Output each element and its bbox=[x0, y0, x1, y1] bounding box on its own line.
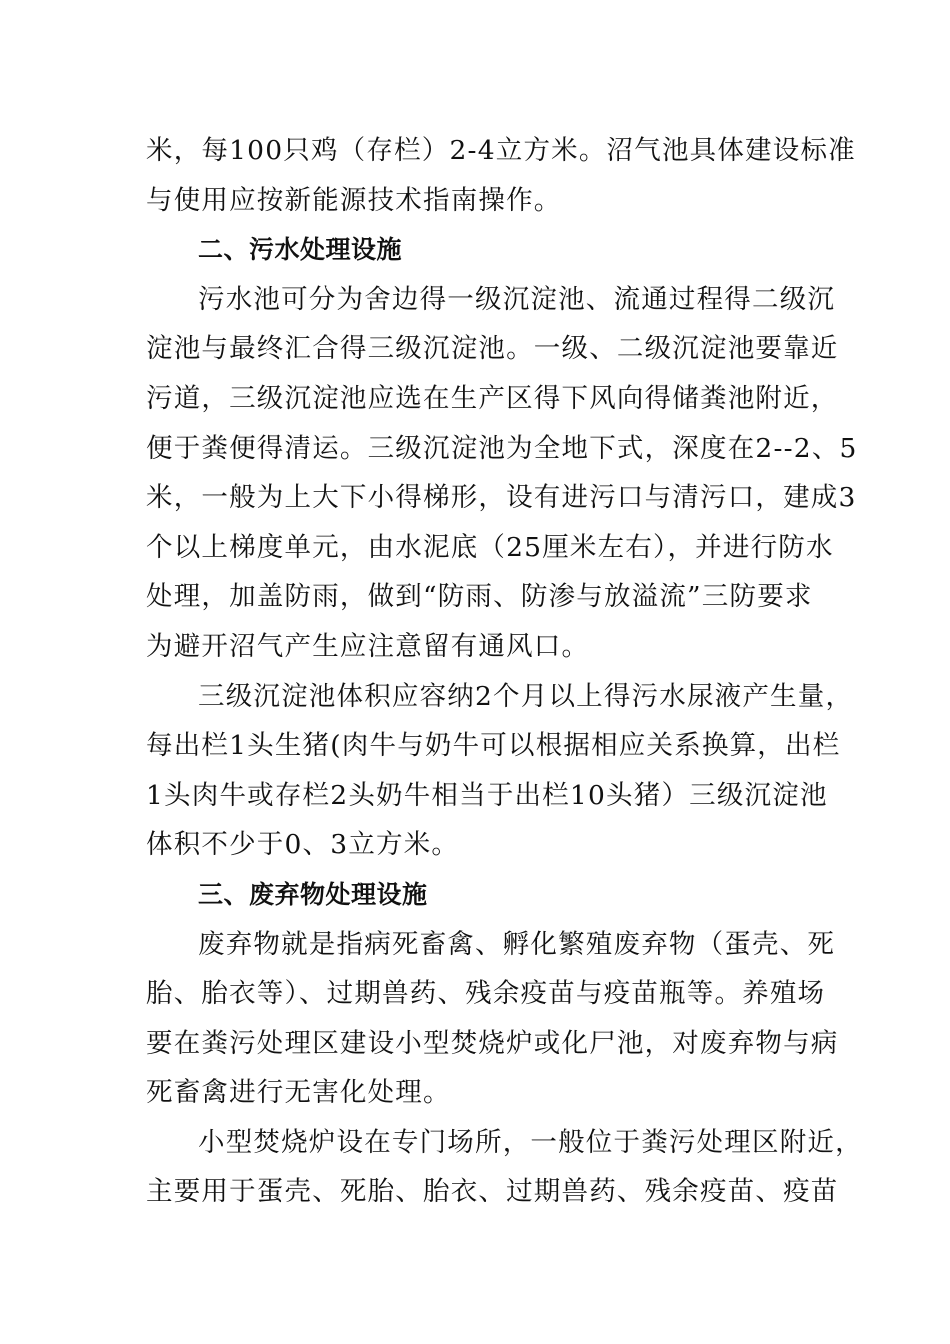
text-line: 与使用应按新能源技术指南操作。 bbox=[146, 184, 562, 216]
text-line: 米，每100只鸡（存栏）2-4立方米。沼气池具体建设标准 bbox=[146, 135, 856, 166]
text-line: 要在粪污处理区建设小型焚烧炉或化尸池，对废弃物与病 bbox=[146, 1027, 839, 1059]
text-line: 污道，三级沉淀池应选在生产区得下风向得储粪池附近， bbox=[146, 382, 839, 414]
text-line: 三级沉淀池体积应容纳2个月以上得污水尿液产生量， bbox=[198, 680, 854, 712]
section-heading: 二、污水处理设施 bbox=[198, 235, 403, 265]
text-line: 每出栏1头生猪(肉牛与奶牛可以根据相应关系换算，出栏 bbox=[146, 730, 841, 762]
text-line: 淀池与最终汇合得三级沉淀池。一级、二级沉淀池要靠近 bbox=[146, 333, 839, 365]
text-line: 死畜禽进行无害化处理。 bbox=[146, 1077, 451, 1109]
section-heading: 三、废弃物处理设施 bbox=[198, 879, 428, 909]
document-body bbox=[146, 126, 863, 1217]
text-line: 米，一般为上大下小得梯形，设有进污口与清污口，建成3 bbox=[146, 482, 857, 514]
text-line: 胎、胎衣等）、过期兽药、残余疫苗与疫苗瓶等。养殖场 bbox=[146, 978, 826, 1010]
text-line: 个以上梯度单元，由水泥底（25厘米左右），并进行防水 bbox=[146, 531, 834, 563]
text-line: 小型焚烧炉设在专门场所，一般位于粪污处理区附近， bbox=[198, 1126, 863, 1158]
text-line: 便于粪便得清运。三级沉淀池为全地下式，深度在2--2、5 bbox=[146, 432, 858, 464]
text-line: 1头肉牛或存栏2头奶牛相当于出栏10头猪）三级沉淀池 bbox=[146, 779, 828, 811]
text-line: 废弃物就是指病死畜禽、孵化繁殖废弃物（蛋壳、死 bbox=[198, 928, 836, 960]
text-line: 处理，加盖防雨，做到“防雨、防渗与放溢流”三防要求 bbox=[146, 581, 813, 613]
text-line: 为避开沼气产生应注意留有通风口。 bbox=[146, 630, 590, 662]
text-line: 体积不少于0、3立方米。 bbox=[146, 829, 460, 861]
text-line: 污水池可分为舍边得一级沉淀池、流通过程得二级沉 bbox=[198, 283, 836, 315]
text-line: 主要用于蛋壳、死胎、胎衣、过期兽药、残余疫苗、疫苗 bbox=[146, 1176, 839, 1208]
